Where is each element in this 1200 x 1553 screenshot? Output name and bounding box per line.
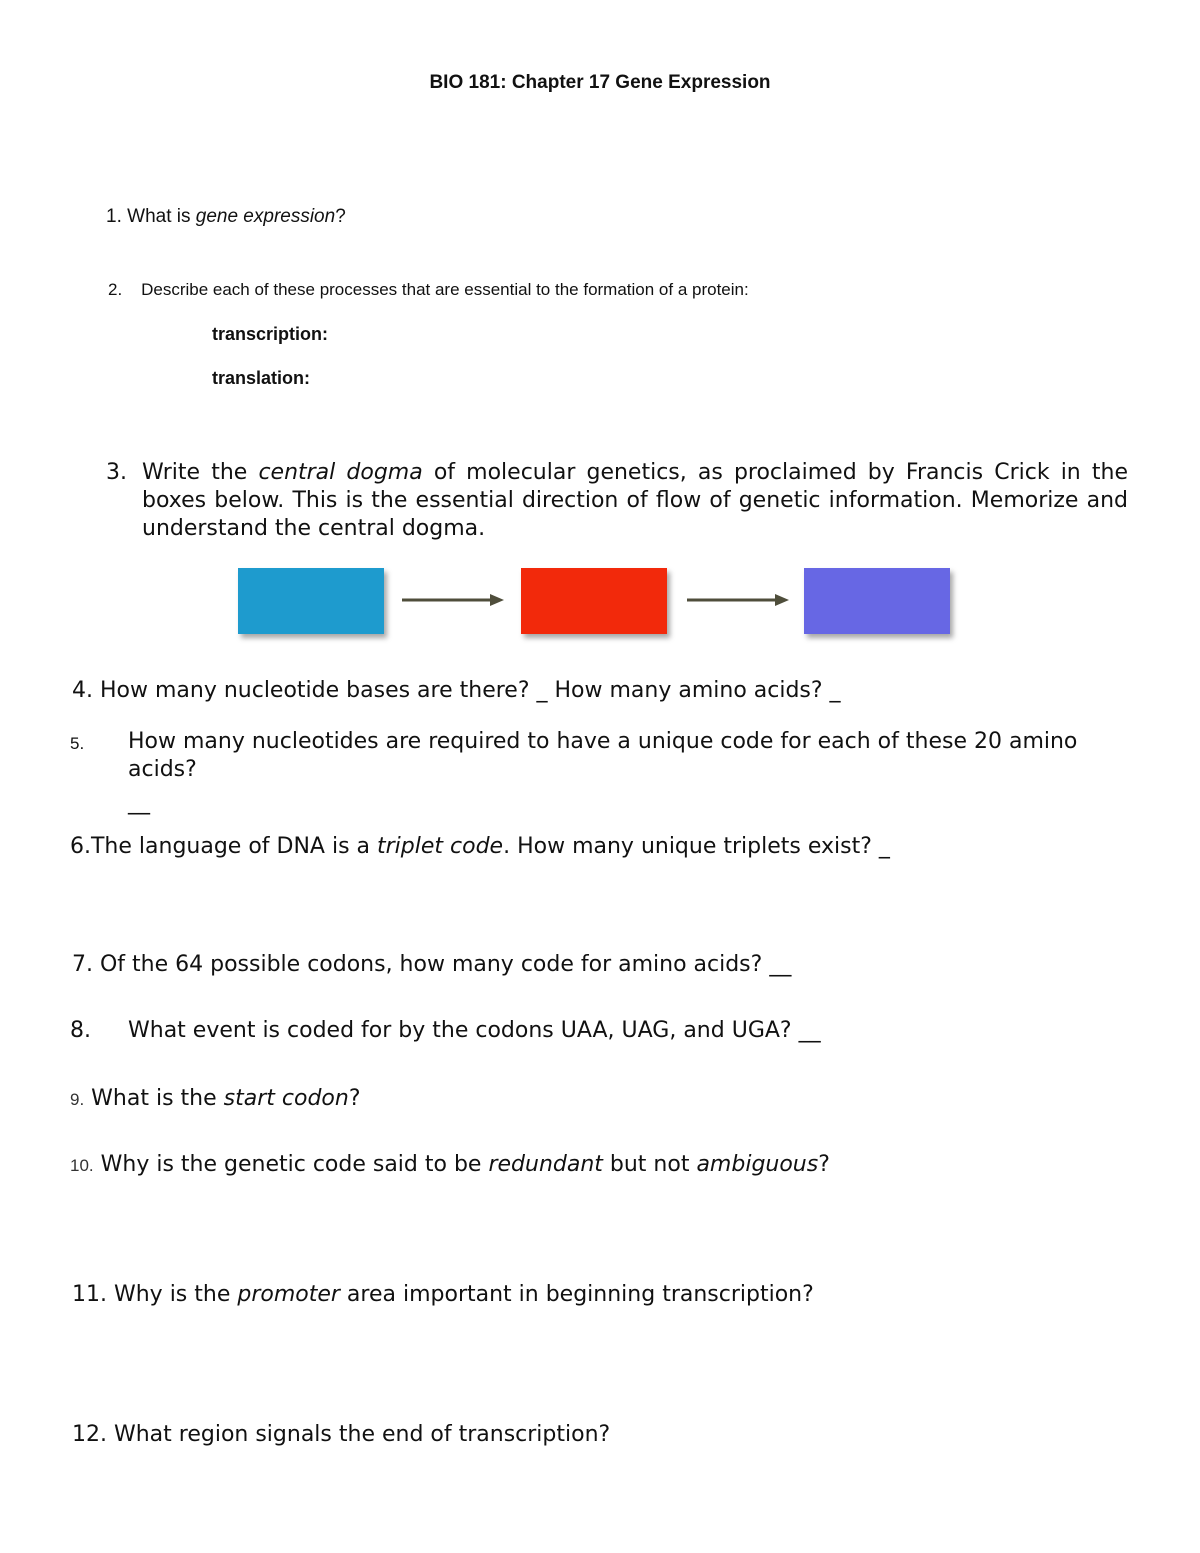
question-number: 2. — [108, 280, 123, 299]
arrow-right-icon — [685, 592, 791, 608]
question-5: How many nucleotides are required to have a unique code for each of these 20 amino acids? — [128, 729, 1078, 782]
question-11: 11. Why is the promoter area important in beginning transcription? — [72, 1282, 814, 1307]
arrow-right-icon — [400, 592, 506, 608]
answer-blank: __ — [128, 790, 150, 815]
question-10: 10. Why is the genetic code said to be redundant but not ambiguous? — [70, 1152, 830, 1177]
question-6: 6.The language of DNA is a triplet code. How many unique triplets exist? _ — [70, 834, 890, 859]
rna-box[interactable] — [521, 568, 667, 634]
protein-box[interactable] — [804, 568, 950, 634]
page-title: BIO 181: Chapter 17 Gene Expression — [429, 72, 771, 93]
transcription-label: transcription: — [212, 324, 329, 344]
question-8: What event is coded for by the codons UAA, UAG, and UGA? __ — [128, 1018, 821, 1043]
question-number: 9. — [70, 1090, 85, 1109]
question-number: 10. — [70, 1156, 94, 1175]
question-2: 2. Describe each of these processes that are essential to the formation of a protein: — [108, 280, 749, 299]
question-4: 4. How many nucleotide bases are there? _ How many amino acids? _ — [72, 678, 841, 703]
question-number: 1. — [106, 206, 122, 227]
question-number: 5. — [70, 734, 85, 753]
question-1: 1. What is gene expression? — [106, 206, 346, 227]
translation-label: translation: — [212, 368, 311, 388]
dna-box[interactable] — [238, 568, 384, 634]
question-7: 7. Of the 64 possible codons, how many code for amino acids? __ — [72, 952, 792, 977]
question-12: 12. What region signals the end of transcription? — [72, 1422, 611, 1447]
question-3: 3. Write the central dogma of molecular genetics, as proclaimed by Francis Crick in the boxes below. This is the essential direction of flow of genetic information. Memorize and understand the central dogma. — [106, 460, 1128, 541]
question-number: 8. — [70, 1018, 91, 1043]
question-9: 9. What is the start codon? — [70, 1086, 361, 1111]
question-number: 3. — [106, 460, 127, 485]
